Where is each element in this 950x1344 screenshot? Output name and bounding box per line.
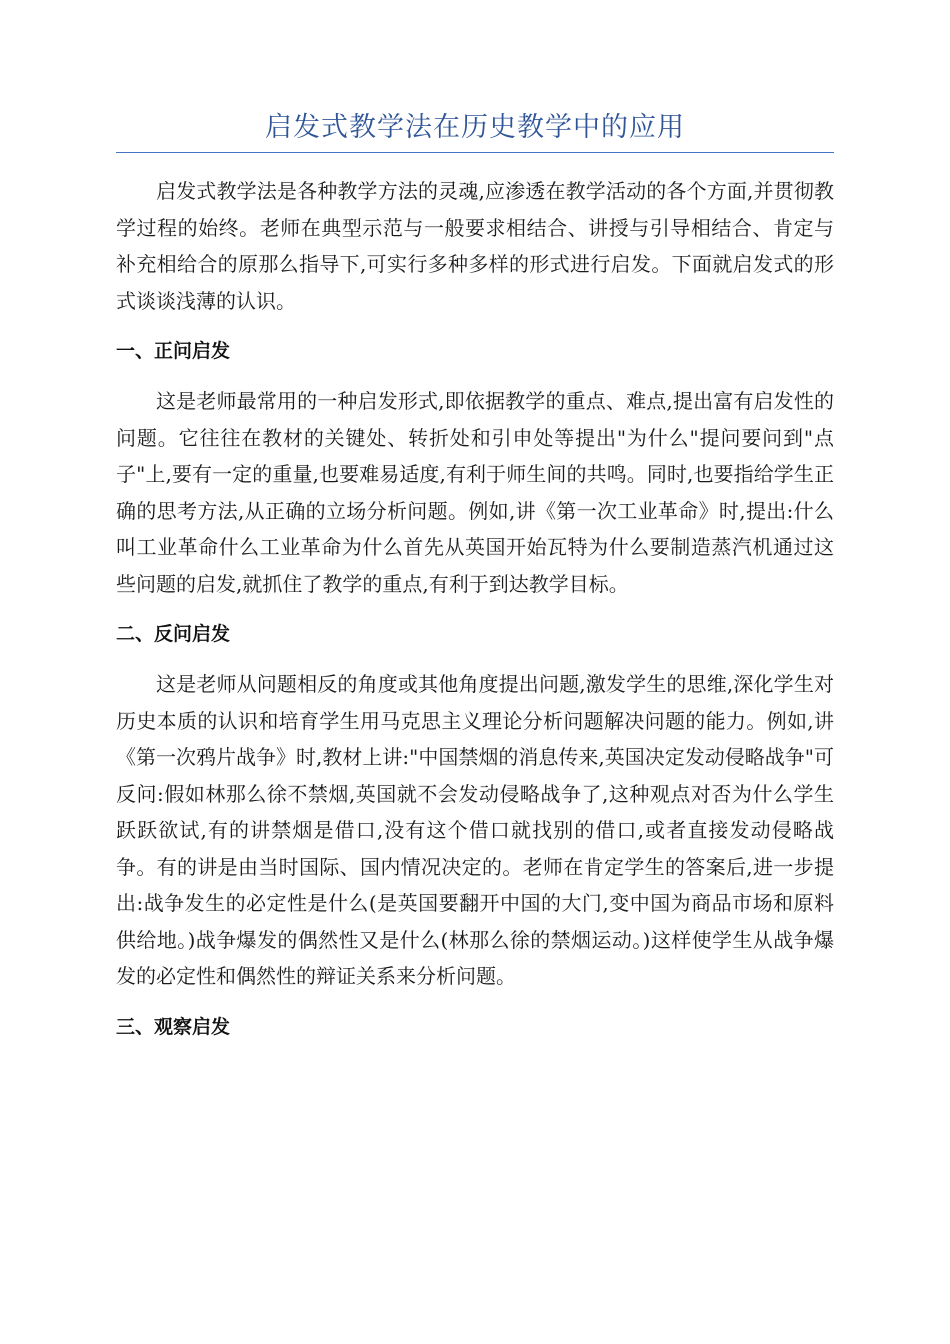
document-page — [116, 108, 834, 1059]
document-title: 启发式教学法在历史教学中的应用 — [116, 108, 834, 153]
section-heading-fanwen: 二、反问启发 — [116, 623, 231, 645]
section-body-fanwen: 这是老师从问题相反的角度或其他角度提出问题,激发学生的思维,深化学生对历史本质的认识和培育学生用马克思主义理论分析问题解决问题的能力。例如,讲《第一次鸦片战争》时,教材上讲:"中国禁烟的消息传来,英国决定发动侵略战争"可反问:假如林那么徐不禁烟,英国就不会发动侵略战争了,这种观点对否为什么学生跃跃欲试,有的讲禁烟是借口,没有这个借口就找别的借口,或者直接发动侵略战争。有的讲是由当时国际、国内情况决定的。老师在肯定学生的答案后,进一步提出:战争发生的必定性是什么(是英国要翻开中国的大门,变中国为商品市场和原料供给地。)战争爆发的偶然性又是什么(林那么徐的禁烟运动。)这样使学生从战争爆发的必定性和偶然性的辩证关系来分析问题。 — [116, 672, 834, 988]
section-heading-guancha: 三、观察启发 — [116, 1015, 231, 1038]
section-body-zhengwen: 这是老师最常用的一种启发形式,即依据教学的重点、难点,提出富有启发性的问题。它往往在教材的关键处、转折处和引申处等提出"为什么"提问要问到"点子"上,要有一定的重量,也要难易适度,有利于师生间的共鸣。同时,也要指给学生正确的思考方法,从正确的立场分析问题。例如,讲《第一次工业革命》时,提出:什么叫工业革命什么工业革命为什么首先从英国开始瓦特为什么要制造蒸汽机通过这些问题的启发,就抓住了教学的重点,有利于到达教学目标。 — [116, 389, 834, 596]
section-heading-zhengwen: 一、正问启发 — [116, 340, 231, 362]
intro-paragraph: 启发式教学法是各种教学方法的灵魂,应渗透在教学活动的各个方面,并贯彻教学过程的始终。老师在典型示范与一般要求相结合、讲授与引导相结合、肯定与补充相给合的原那么指导下,可实行多种多样的形式进行启发。下面就启发式的形式谈谈浅薄的认识。 — [116, 179, 834, 313]
